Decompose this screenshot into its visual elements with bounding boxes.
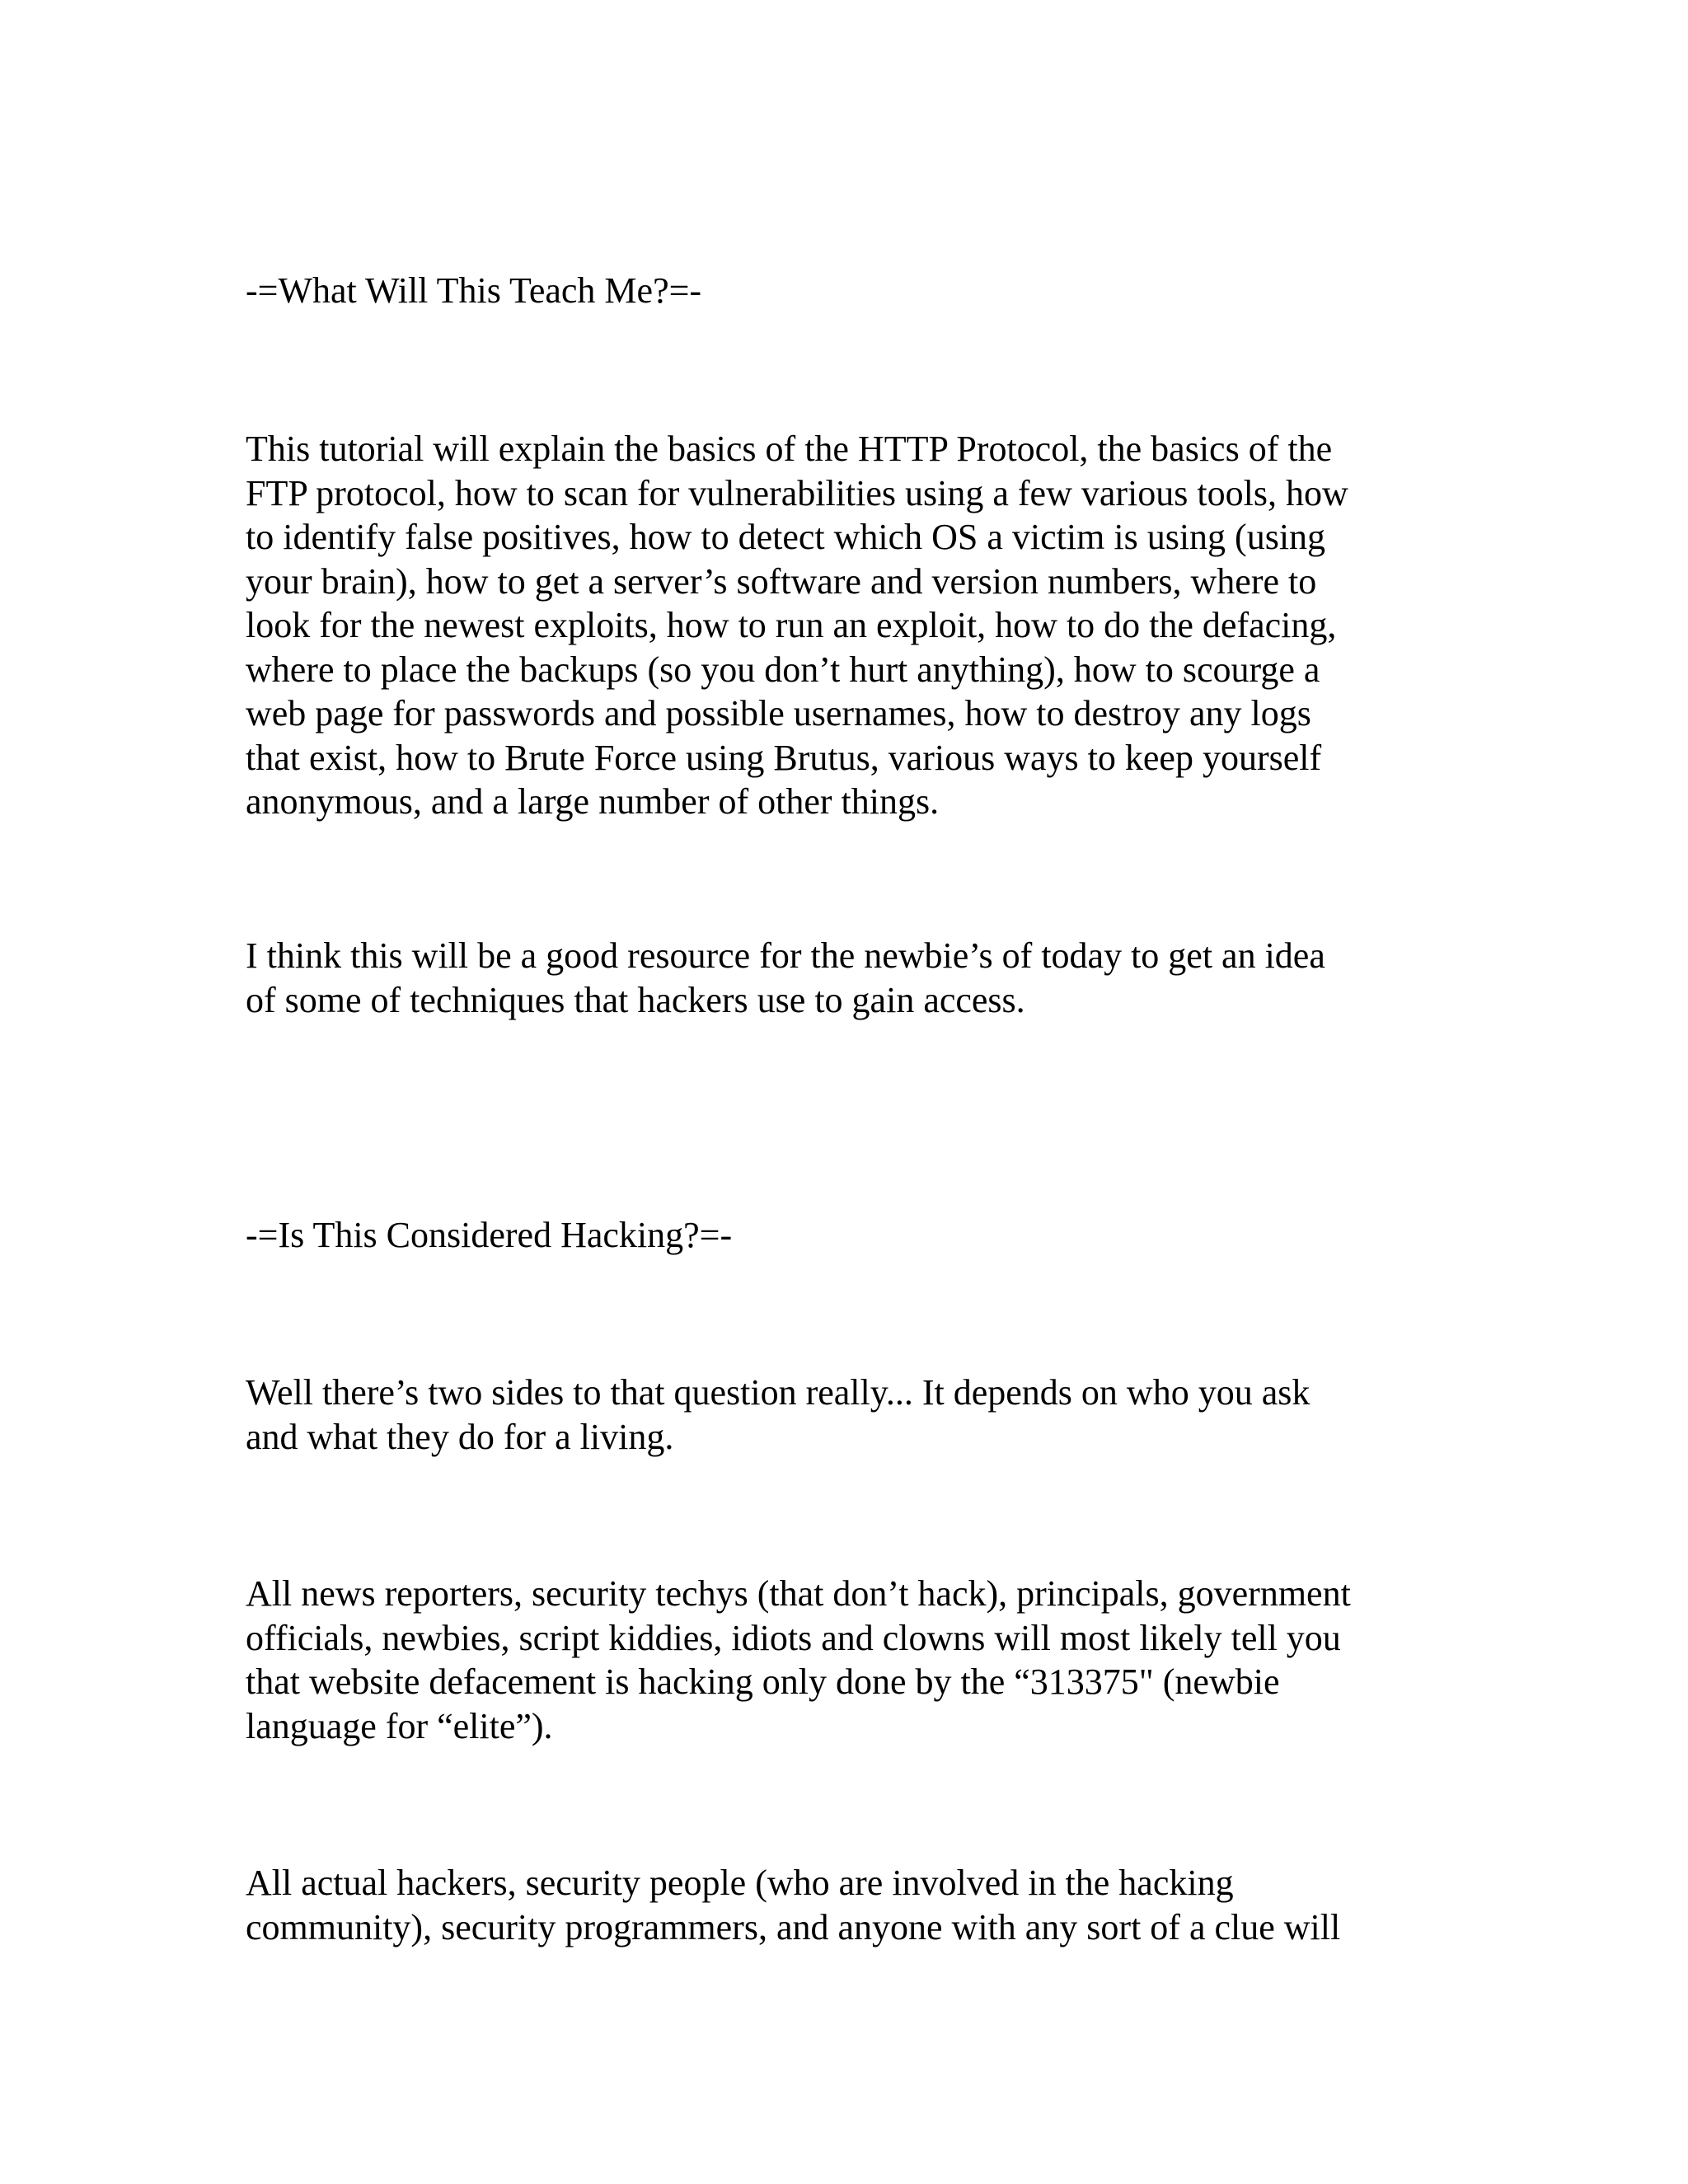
text-line: All news reporters, security techys (that don’t hack), principals, government [246,1573,1351,1614]
text-line: I think this will be a good resource for the newbie’s of today to get an idea [246,935,1325,976]
text-line: community), security programmers, and anyone with any sort of a clue will [246,1906,1341,1947]
text-line: language for “elite”). [246,1705,553,1746]
text-line: your brain), how to get a server’s software and version numbers, where to [246,560,1317,602]
text-line: anonymous, and a large number of other things. [246,781,940,822]
text-line: of some of techniques that hackers use to gain access. [246,979,1025,1020]
text-line: and what they do for a living. [246,1416,674,1457]
text-line: FTP protocol, how to scan for vulnerabilities using a few various tools, how [246,472,1348,513]
text-line: that website defacement is hacking only done by the “313375" (newbie [246,1661,1280,1702]
text-line: This tutorial will explain the basics of the HTTP Protocol, the basics of the [246,429,1333,469]
paragraph-two-sides [246,1371,1449,1459]
text-line: All actual hackers, security people (who are involved in the hacking [246,1863,1234,1903]
paragraph-actual-hackers [246,1861,1449,1949]
text-line: officials, newbies, script kiddies, idiots and clowns will most likely tell you [246,1617,1341,1658]
text-line: to identify false positives, how to detect which OS a victim is using (using [246,517,1326,557]
text-line: web page for passwords and possible usernames, how to destroy any logs [246,693,1311,733]
paragraph-news-reporters [246,1572,1449,1748]
section-heading-what-will-this-teach-me: -=What Will This Teach Me?=- [246,270,702,311]
text-line: where to place the backups (so you don’t hurt anything), how to scourge a [246,649,1320,690]
text-line: look for the newest exploits, how to run an exploit, how to do the defacing, [246,605,1337,645]
text-line: that exist, how to Brute Force using Brutus, various ways to keep yourself [246,737,1322,778]
paragraph-tutorial-overview [246,427,1449,824]
paragraph-newbie-resource [246,934,1449,1022]
text-line: Well there’s two sides to that question really... It depends on who you ask [246,1372,1311,1413]
section-heading-is-this-considered-hacking: -=Is This Considered Hacking?=- [246,1215,733,1255]
